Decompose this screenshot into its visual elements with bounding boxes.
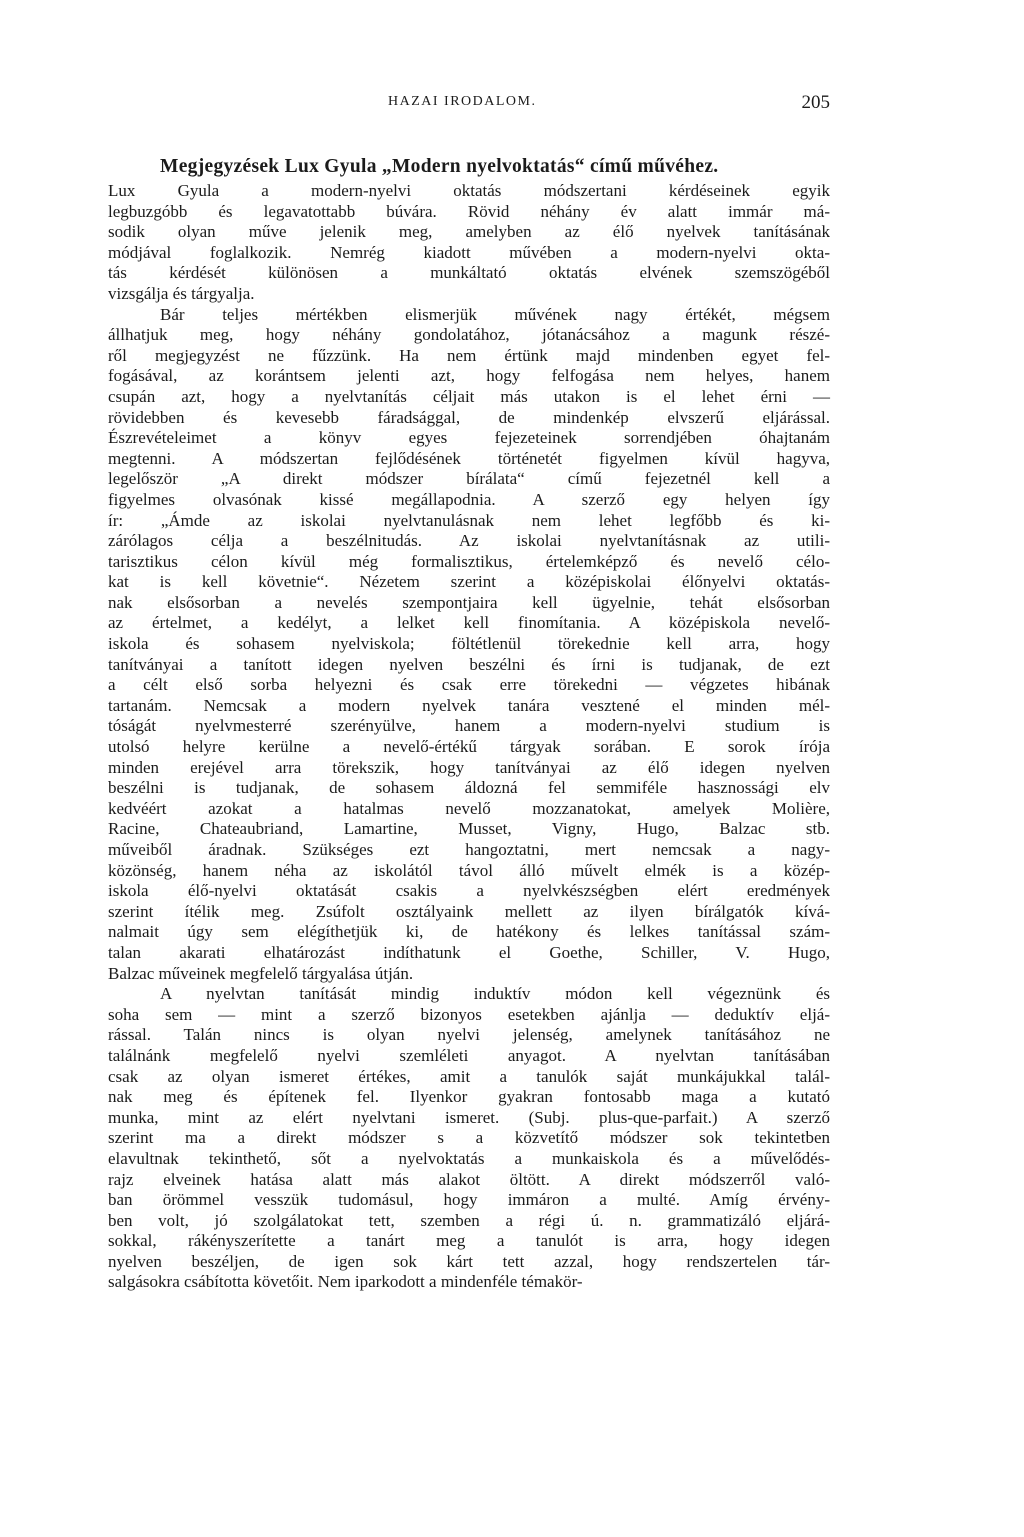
text-line: csupán azt, hogy a nyelvtanítás céljait más utakon is el lehet érni — — [108, 386, 830, 406]
paragraph — [108, 305, 830, 985]
text-line: találnánk megfelelő nyelvi szemléleti anyagot. A nyelvtan tanításában — [108, 1045, 830, 1065]
text-line: minden erejével arra törekszik, hogy tanítványai az élő idegen nyelven — [108, 757, 830, 777]
text-line: talan akarati elhatározást indíthatunk el Goethe, Schiller, V. Hugo, — [108, 942, 830, 962]
article-title: Megjegyzések Lux Gyula „Modern nyelvoktatás“ című művéhez. — [160, 156, 719, 177]
text-line: ben volt, jó szolgálatokat tett, szemben a régi ú. n. grammatizáló eljárá- — [108, 1210, 830, 1230]
text-line: az értelmet, a kedélyt, a lelket kell finomítania. A középiskola nevelő- — [108, 613, 830, 633]
article — [108, 156, 830, 1293]
paragraph — [108, 984, 830, 1293]
text-line: Bár teljes mértékben elismerjük művének nagy értékét, mégsem — [160, 304, 830, 324]
text-line: csak az olyan ismeret értékes, amit a tanulók saját munkájukkal talál- — [108, 1066, 830, 1086]
text-line: figyelmes olvasónak kissé megállapodnia. A szerző egy helyen így — [108, 489, 830, 509]
article-body — [108, 181, 830, 1293]
running-head: HAZAI IRODALOM. — [388, 94, 537, 109]
text-line: Lux Gyula a modern-nyelvi oktatás módszertani kérdéseinek egyik — [108, 181, 830, 200]
page-number: 205 — [801, 92, 830, 113]
text-line: rövidebben és kevesebb fáradsággal, de mindenkép elvszerű eljárással. — [108, 407, 830, 427]
text-line: módjával foglalkozik. Nemrég kiadott művében a modern-nyelvi okta- — [108, 242, 830, 262]
text-line: soha sem — mint a szerző bizonyos esetekben ajánlja — deduktív eljá- — [108, 1004, 830, 1024]
text-line: elavultnak tekinthető, sőt a nyelvoktatás a munkaiskola és a művelődés- — [108, 1148, 830, 1168]
text-line: ban örömmel vesszük tudomásul, hogy immáron a multé. Amíg érvény- — [108, 1190, 830, 1210]
text-line: sodik olyan műve jelenik meg, amelyben az élő nyelvek tanításának — [108, 222, 830, 242]
text-line: tás kérdését különösen a munkáltató oktatás elvének szemszögéből — [108, 263, 830, 283]
text-line: szerint ma a direkt módszer s a közvetítő módszer sok tekintetben — [108, 1128, 830, 1148]
text-line: állhatjuk meg, hogy néhány gondolatához, jótanácsához a magunk részé- — [108, 325, 830, 345]
text-line: Balzac műveinek megfelelő tárgyalása útján. — [108, 963, 414, 983]
text-line: A nyelvtan tanítását mindig induktív módon kell végeznünk és — [160, 984, 830, 1004]
text-line: rással. Talán nincs is olyan nyelvi jelenség, amelynek tanításához ne — [108, 1025, 830, 1045]
text-line: munka, mint az elért nyelvtani ismeret. (Subj. plus-que-parfait.) A szerző — [108, 1107, 830, 1127]
text-line: megtenni. A módszertan fejlődésének történetét figyelmen kívül hagyva, — [108, 448, 830, 468]
text-line: tóságát nyelvmesterré szerényülve, hanem a modern-nyelvi studium is — [108, 716, 830, 736]
text-line: tartanám. Nemcsak a modern nyelvek tanára vesztené el minden mél- — [108, 695, 830, 715]
text-line: beszélni is tudjanak, de sohasem áldozná fel semmiféle hasznossági elv — [108, 778, 830, 798]
page-header — [108, 92, 830, 116]
text-line: legbuzgóbb és legavatottabb búvára. Rövid néhány év alatt immár má- — [108, 201, 830, 221]
text-line: a célt első sorba helyezni és csak erre törekedni — végzetes hibának — [108, 675, 830, 695]
text-line: Észrevételeimet a könyv egyes fejezeteinek sorrendjében óhajtanám — [108, 428, 830, 448]
text-line: utolsó helyre kerülne a nevelő-értékű tárgyak sorában. E sorok írója — [108, 737, 830, 757]
text-line: rajz elveinek hatása alatt más alakot öltött. A direkt módszerről való- — [108, 1169, 830, 1189]
text-line: tarisztikus célon kívül még formalisztikus, értelemképző és nevelő célo- — [108, 551, 830, 571]
text-line: szerint ítélik meg. Zsúfolt osztályaink mellett az ilyen bírálgatók kívá- — [108, 901, 830, 921]
text-line: ír: „Ámde az iskolai nyelvtanulásnak nem lehet legfőbb és ki- — [108, 510, 830, 530]
text-line: zárólagos célja a beszélnitudás. Az iskolai nyelvtanításnak az utili- — [108, 531, 830, 551]
text-line: nalmait úgy sem elégíthetjük ki, de hatékony és lelkes tanítással szám- — [108, 922, 830, 942]
paragraph — [108, 181, 830, 305]
text-line: műveiből áradnak. Szükséges ezt hangoztatni, mert nemcsak a nagy- — [108, 840, 830, 859]
text-line: Racine, Chateaubriand, Lamartine, Musset, Vigny, Hugo, Balzac stb. — [108, 819, 830, 839]
text-line: iskola és sohasem nyelviskola; föltétlenül törekednie kell arra, hogy — [108, 634, 830, 654]
book-page — [108, 0, 830, 1537]
text-line: nak elsősorban a nevelés szempontjaira kell ügyelnie, tehát elsősorban — [108, 592, 830, 612]
text-line: fogásával, az korántsem jelenti azt, hogy felfogása nem helyes, hanem — [108, 366, 830, 386]
text-line: iskola élő-nyelvi oktatását csakis a nyelvkészségben elért eredmények — [108, 881, 830, 901]
text-line: kedvéért azokat a hatalmas nevelő mozzanatokat, amelyek Molière, — [108, 798, 830, 818]
text-line: nyelven beszéljen, de igen sok kárt tett azzal, hogy rendszertelen tár- — [108, 1251, 830, 1271]
text-line: nak meg és építenek fel. Ilyenkor gyakran fontosabb maga a kutató — [108, 1087, 830, 1107]
text-line: sokkal, rákényszerítette a tanárt meg a tanulót is arra, hogy idegen — [108, 1231, 830, 1251]
text-line: közönség, hanem néha az iskolától távol álló művelt elmék is a közép- — [108, 860, 830, 880]
text-line: tanítványai a tanított idegen nyelven beszélni és írni is tudjanak, de ezt — [108, 654, 830, 674]
text-line: kat is kell követnie“. Nézetem szerint a középiskolai élőnyelvi oktatás- — [108, 572, 830, 592]
text-line: vizsgálja és tárgyalja. — [108, 283, 255, 303]
text-line: legelőször „A direkt módszer bírálata“ című fejezetnél kell a — [108, 469, 830, 489]
text-line: ről megjegyzést ne fűzzünk. Ha nem értünk majd mindenben egyet fel- — [108, 345, 830, 365]
text-line: salgásokra csábította követőit. Nem iparkodott a mindenféle témakör- — [108, 1272, 583, 1292]
